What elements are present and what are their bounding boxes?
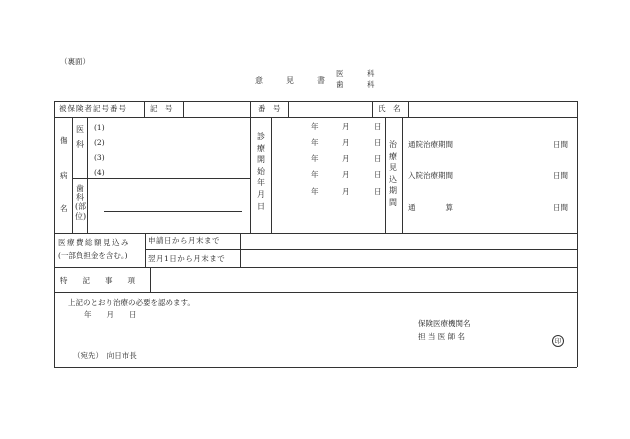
total-cost-note: (一部負担金を含む。) <box>58 251 128 260</box>
total-cost-label: 医療費総額見込み <box>58 238 130 247</box>
date-year: 年 <box>311 122 319 131</box>
date-day: 日 <box>374 138 382 147</box>
reverse-side-label: （裏面） <box>60 57 90 66</box>
doctor-name-label: 担 当 医 師 名 <box>418 332 466 341</box>
dental-entry-line <box>104 211 242 212</box>
certification-date: 年 月 日 <box>84 310 137 319</box>
symbol-label: 記 号 <box>150 104 173 113</box>
number-label: 番 号 <box>258 104 281 113</box>
outpatient-period-label: 通院治療期間 <box>408 140 453 149</box>
title-char-1: 意 <box>255 76 263 85</box>
outpatient-period-unit: 日間 <box>553 140 568 149</box>
date-month: 月 <box>342 170 350 179</box>
injury-item-1: (1) <box>94 123 105 132</box>
date-day: 日 <box>374 187 382 196</box>
date-month: 月 <box>342 138 350 147</box>
title-char-3: 書 <box>317 76 325 85</box>
treatment-start-label: 診療開始年月日 <box>257 132 265 211</box>
addressee: （宛先） 向日市長 <box>73 351 137 360</box>
insured-number-label: 被保険者記号番号 <box>59 104 127 113</box>
date-year: 年 <box>311 170 319 179</box>
date-day: 日 <box>374 154 382 163</box>
date-year: 年 <box>311 154 319 163</box>
expected-period-label: 治療見込期間 <box>389 140 397 207</box>
injury-label-1: 傷 <box>60 136 68 145</box>
date-month: 月 <box>342 187 350 196</box>
special-notes-label: 特 記 事 項 <box>60 276 135 285</box>
injury-label-2: 病 <box>60 171 68 180</box>
inpatient-period-unit: 日間 <box>553 171 568 180</box>
certification-statement: 上記のとおり治療の必要を認めます。 <box>68 298 195 307</box>
title-char-2: 見 <box>286 76 294 85</box>
dept-medical-1: 医 <box>336 69 344 78</box>
dept-dental-1: 歯 <box>336 80 344 89</box>
total-period-unit: 日間 <box>553 203 568 212</box>
dental-part-label: 歯科(部位) <box>75 184 87 221</box>
seal-mark: 印 <box>552 330 564 347</box>
date-day: 日 <box>374 122 382 131</box>
date-day: 日 <box>374 170 382 179</box>
injury-item-3: (3) <box>94 153 105 162</box>
dept-medical-2: 科 <box>367 69 375 78</box>
date-year: 年 <box>311 187 319 196</box>
name-label: 氏 名 <box>378 104 401 113</box>
dept-dental-2: 科 <box>367 80 375 89</box>
cost-row-next-month: 翌月1日から月末まで <box>148 254 226 263</box>
total-period-label: 通 算 <box>408 203 453 212</box>
injury-item-4: (4) <box>94 168 105 177</box>
injury-label-3: 名 <box>60 204 68 213</box>
medical-label: 医科 <box>76 125 84 150</box>
date-year: 年 <box>311 138 319 147</box>
cost-row-application: 申請日から月末まで <box>148 236 220 245</box>
date-month: 月 <box>342 154 350 163</box>
inpatient-period-label: 入院治療期間 <box>408 171 453 180</box>
institution-name-label: 保険医療機関名 <box>418 319 471 328</box>
date-month: 月 <box>342 122 350 131</box>
injury-item-2: (2) <box>94 138 105 147</box>
